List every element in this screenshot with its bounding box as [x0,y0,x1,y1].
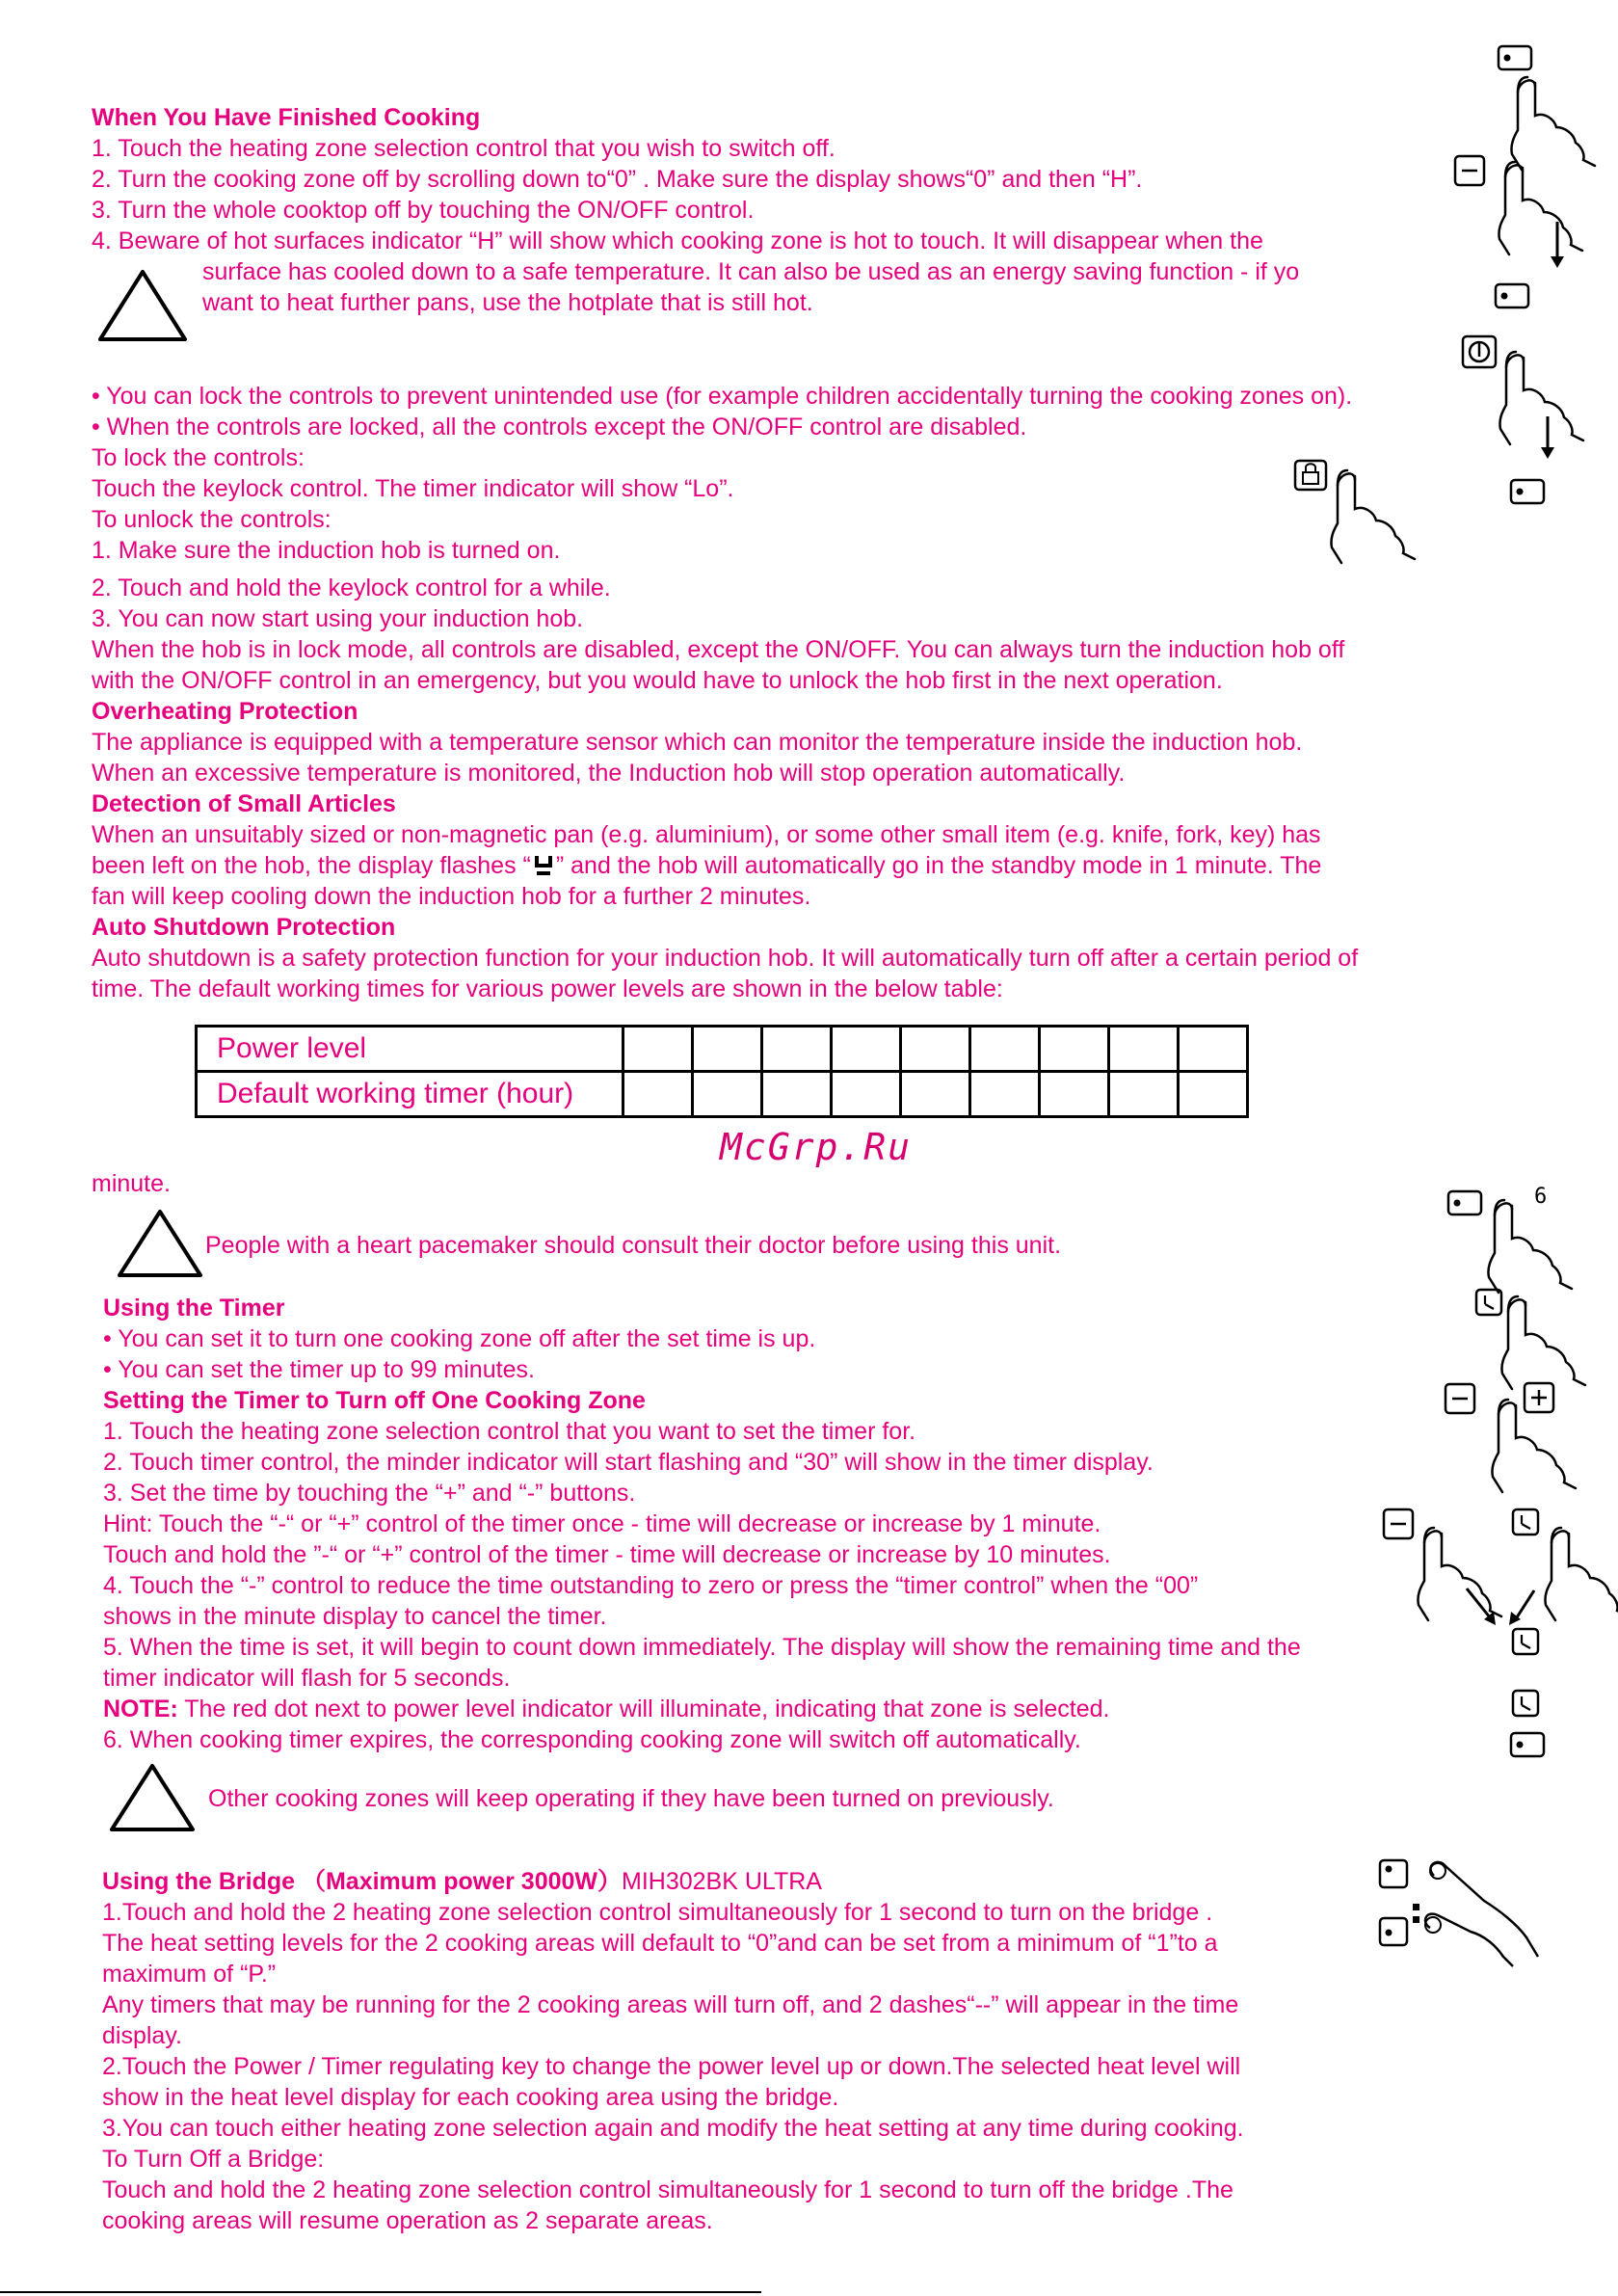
overheat-title: Overheating Protection [92,698,358,725]
hand-icon [1418,1528,1501,1620]
arrow-icon [1517,1590,1534,1617]
bridge-line-11: cooking areas will resume operation as 2 separate areas. [102,2207,713,2234]
minus-icon [1455,156,1484,185]
unlock-line-4: with the ON/OFF control in an emergency, but you would have to unlock the hob first in the next operation. [92,667,1223,694]
unlock-line-2: 3. You can now start using your induction hob. [92,605,584,632]
pacemaker-warning: People with a heart pacemaker should consult their doctor before using this unit. [205,1232,1062,1259]
plus-icon [1525,1383,1553,1412]
bridge-line-7: show in the heat level display for each cooking area using the bridge. [102,2084,839,2111]
bridge-line-10: Touch and hold the 2 heating zone selection control simultaneously for 1 second to turn off the bridge .The [102,2176,1233,2203]
hand-icon [1499,352,1583,444]
hand-icon [1511,77,1595,170]
minus-icon [1384,1509,1413,1538]
set-timer-line-9: timer indicator will flash for 5 seconds. [103,1665,511,1692]
note-label: NOTE: [103,1695,178,1722]
auto-shutdown-line-1: Auto shutdown is a safety protection function for your induction hob. It will automatically turn off after a certain period of [92,945,1359,972]
lock-line-2: • When the controls are locked, all the controls except the ON/OFF control are disabled. [92,414,1027,441]
zone-select-icon [1511,480,1544,503]
bridge-line-9: To Turn Off a Bridge: [102,2146,325,2173]
hot-surface-note-line-2: want to heat further pans, use the hotplate that is still hot. [202,289,813,316]
set-timer-line-2: 2. Touch timer control, the minder indicator will start flashing and “30” will show in the timer display. [103,1449,1154,1476]
unlock-line-1: 2. Touch and hold the keylock control for a while. [92,574,611,601]
down-arrow-head-icon [1551,256,1564,268]
set-timer-line-8: 5. When the time is set, it will begin to count down immediately. The display will show the remaining time and the [103,1634,1301,1661]
hand-icon [1488,1200,1572,1293]
zone-select-icon [1499,46,1531,69]
bridge-model: MIH302BK ULTRA [622,1868,822,1895]
other-zones-warning: Other cooking zones will keep operating if they have been turned on previously. [208,1785,1054,1812]
finished-step-2: 2. Turn the cooking zone off by scrolling down to“0” . Make sure the display shows“0” and then “H”. [92,166,1143,193]
bridge-zone-top-icon [1380,1860,1407,1887]
watermark: McGrp.Ru [720,1126,913,1168]
minus-icon [1446,1384,1474,1413]
bridge-line-4: Any timers that may be running for the 2 cooking areas will turn off, and 2 dashes“--” will appear in the time [102,1991,1239,2018]
bridge-line-5: display. [102,2022,182,2049]
finished-step-4: 4. Beware of hot surfaces indicator “H” will show which cooking zone is hot to touch. It will disappear when the [92,227,1263,254]
timer-icon [1476,1290,1501,1315]
arrow-icon [1467,1589,1490,1617]
display-digit: 6 [1534,1185,1548,1209]
power-icon [1463,336,1496,367]
bridge-title-a: Using the Bridge [102,1868,302,1895]
keylock-icon [1295,461,1326,490]
bridge-line-1: 1.Touch and hold the 2 heating zone selection control simultaneously for 1 second to turn on the bridge . [102,1899,1213,1926]
set-timer-line-5: Touch and hold the ”-“ or “+” control of the timer - time will decrease or increase by 10 minutes. [103,1541,1111,1568]
lock-line-6: 1. Make sure the induction hob is turned on. [92,537,561,564]
timer-line-1: • You can set it to turn one cooking zone off after the set time is up. [103,1325,816,1352]
small-articles-line-2b: ” and the hob will automatically go in the standby mode in 1 minute. The [555,852,1322,879]
hand-icon [1331,470,1415,563]
bridge-line-6: 2.Touch the Power / Timer regulating key to change the power level up or down.The selected heat level will [102,2053,1241,2080]
two-finger-hand-icon [1425,1862,1538,1966]
overheat-line-2: When an excessive temperature is monitored, the Induction hob will stop operation automatically. [92,760,1126,787]
timer-icon [1513,1629,1538,1654]
set-timer-line-6: 4. Touch the “-” control to reduce the time outstanding to zero or press the “timer control” when the “00” [103,1572,1199,1599]
bridge-title-b: （Maximum power 3000W） [301,1868,623,1895]
overheat-line-1: The appliance is equipped with a temperature sensor which can monitor the temperature inside the induction hob. [92,729,1303,756]
set-timer-line-4: Hint: Touch the “-“ or “+” control of the timer once - time will decrease or increase by 1 minute. [103,1510,1101,1537]
finished-step-3: 3. Turn the whole cooktop off by touching the ON/OFF control. [92,197,755,224]
set-timer-line-10: 6. When cooking timer expires, the corresponding cooking zone will switch off automatically. [103,1726,1081,1753]
small-articles-line-1: When an unsuitably sized or non-magnetic pan (e.g. aluminium), or some other small item (e.g. knife, fork, key) has [92,821,1321,848]
zone-select-icon [1496,284,1528,307]
lock-line-1: • You can lock the controls to prevent unintended use (for example children accidentally turning the cooking zones on). [92,383,1353,410]
set-timer-line-3: 3. Set the time by touching the “+” and “-” buttons. [103,1480,636,1507]
unlock-line-3: When the hob is in lock mode, all controls are disabled, except the ON/OFF. You can always turn the induction hob off [92,636,1345,663]
set-timer-line-1: 1. Touch the heating zone selection control that you want to set the timer for. [103,1418,916,1445]
zone-select-icon [1448,1191,1481,1215]
minute-text: minute. [92,1170,171,1197]
working-timer-label: Default working timer (hour) [197,1072,623,1117]
set-timer-line-7: shows in the minute display to cancel the timer. [103,1603,607,1630]
finished-cooking-title: When You Have Finished Cooking [92,104,481,131]
bridge-indicator-icon [1413,1916,1419,1923]
auto-shutdown-line-2: time. The default working times for various power levels are shown in the below table: [92,975,1003,1002]
bridge-line-8: 3.You can touch either heating zone selection again and modify the heat setting at any time during cooking. [102,2115,1244,2142]
down-arrow-head-icon [1541,447,1554,459]
auto-shutdown-title: Auto Shutdown Protection [92,914,396,941]
hand-icon [1545,1528,1618,1620]
lock-line-4: Touch the keylock control. The timer indicator will show “Lo”. [92,475,734,502]
timer-title: Using the Timer [103,1295,285,1322]
hand-icon [1501,1296,1585,1389]
timer-line-2: • You can set the timer up to 99 minutes. [103,1356,535,1383]
bridge-indicator-icon [1413,1904,1419,1910]
power-level-label: Power level [197,1027,623,1072]
bridge-line-3: maximum of “P.” [102,1961,277,1988]
hand-icon [1492,1400,1576,1492]
zone-select-icon [1511,1733,1544,1756]
note-text: The red dot next to power level indicator will illuminate, indicating that zone is selected. [177,1695,1110,1722]
set-timer-title: Setting the Timer to Turn off One Cooking Zone [103,1387,646,1414]
timer-icon [1513,1509,1538,1535]
bridge-zone-bottom-icon [1380,1918,1407,1945]
small-articles-line-3: fan will keep cooling down the induction hob for a further 2 minutes. [92,883,811,910]
footer-rule [0,2291,761,2293]
finished-step-1: 1. Touch the heating zone selection control that you wish to switch off. [92,135,836,162]
small-articles-title: Detection of Small Articles [92,790,396,817]
lock-line-5: To unlock the controls: [92,506,332,533]
bridge-line-2: The heat setting levels for the 2 cooking areas will default to “0”and can be set from a minimum of “1”to a [102,1930,1218,1957]
hot-surface-note-line-1: surface has cooled down to a safe temperature. It can also be used as an energy saving function - if yo [202,258,1300,285]
lock-line-3: To lock the controls: [92,444,305,471]
hand-icon [1499,162,1582,254]
small-articles-line-2a: been left on the hob, the display flashes “ [92,852,531,879]
timer-icon [1513,1691,1538,1716]
